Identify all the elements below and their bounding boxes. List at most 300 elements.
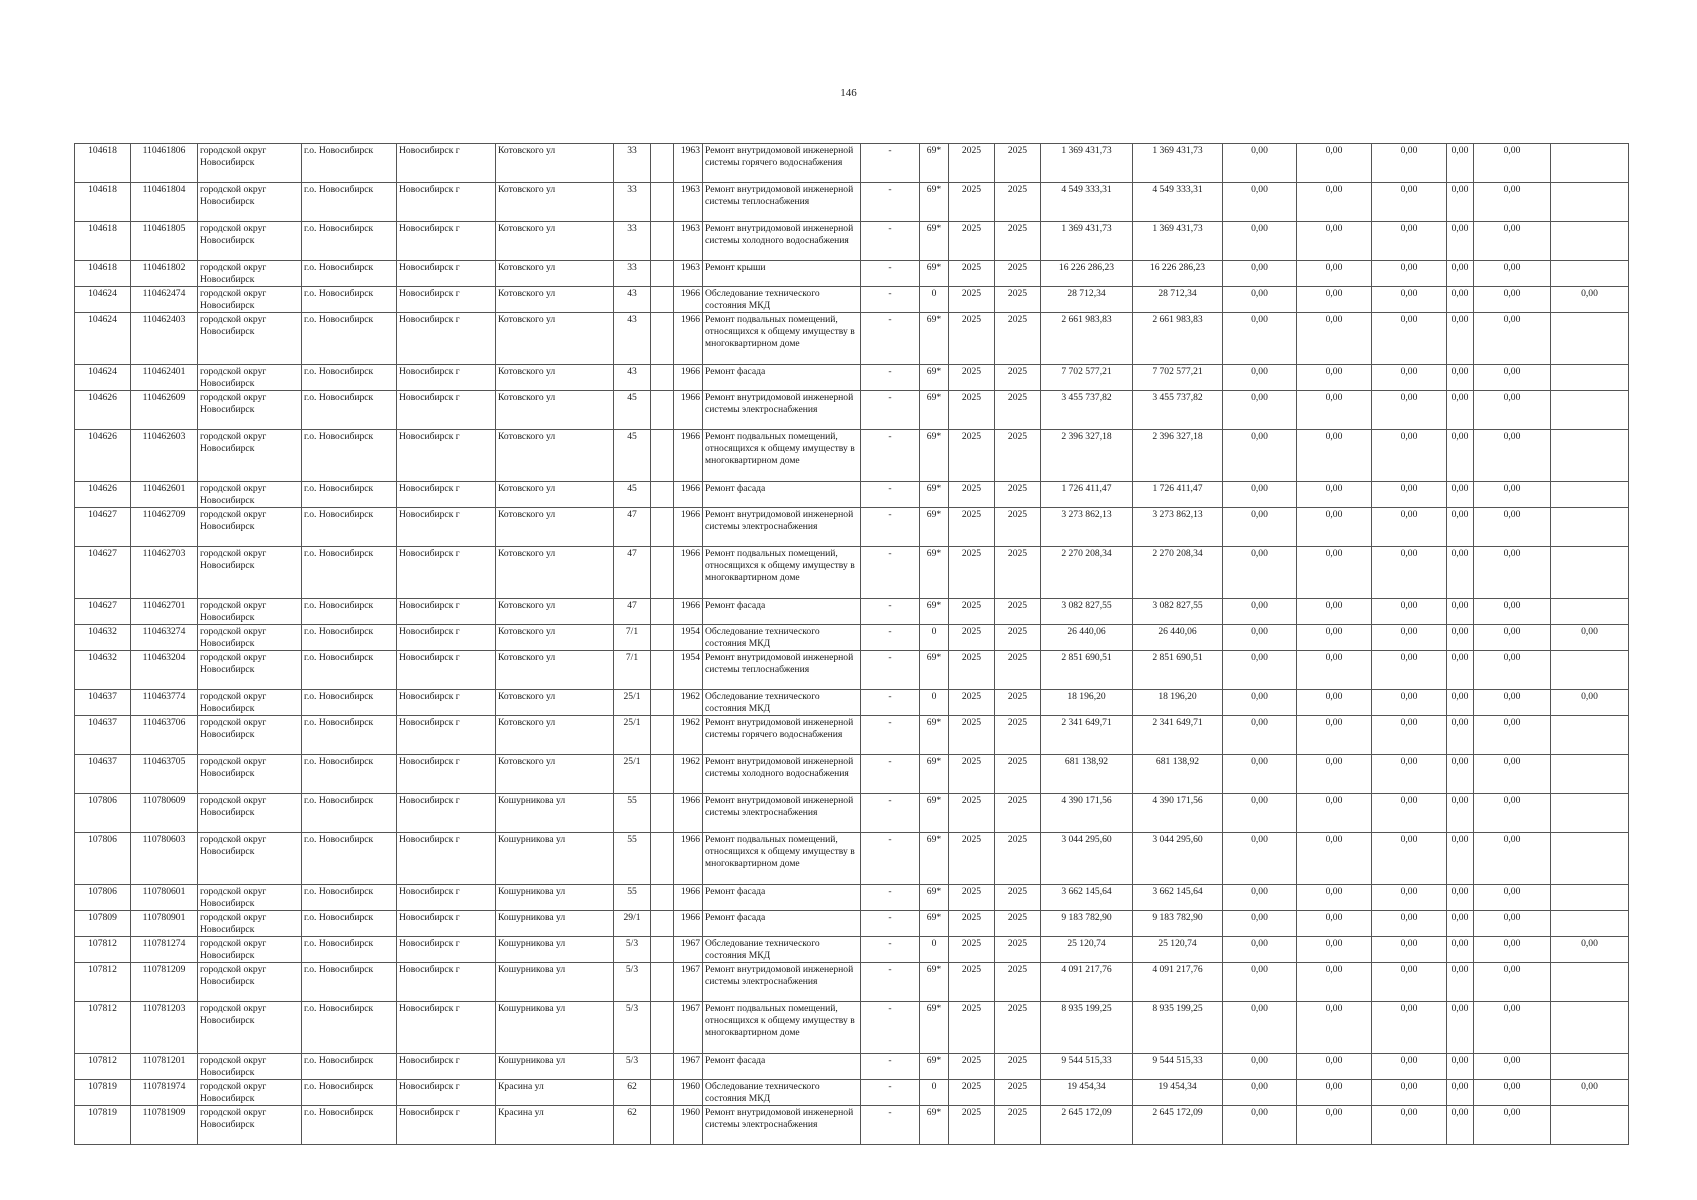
year-built-cell: 1966 <box>674 794 703 833</box>
cost-total-cell: 1 369 431,73 <box>1041 222 1133 261</box>
street-cell: Котовского ул <box>496 625 614 651</box>
cost-col-20-cell: 0,00 <box>1447 833 1474 885</box>
cost-total-cell: 1 726 411,47 <box>1041 482 1133 508</box>
cost-col-22-cell <box>1551 222 1629 261</box>
municipal-district-cell: городской округ Новосибирск <box>198 625 302 651</box>
table-row <box>75 1002 1629 1054</box>
municipality-cell: г.о. Новосибирск <box>302 287 397 313</box>
street-cell: Котовского ул <box>496 365 614 391</box>
note-dash-cell: - <box>861 885 920 911</box>
year-start-cell: 2025 <box>949 599 995 625</box>
note-dash-cell: - <box>861 937 920 963</box>
table-row <box>75 755 1629 794</box>
object-id-cell: 104624 <box>75 365 131 391</box>
year-end-cell: 2025 <box>995 261 1041 287</box>
cost-col-19-cell: 0,00 <box>1372 755 1447 794</box>
cost-col-21-cell: 0,00 <box>1474 911 1551 937</box>
year-built-cell: 1966 <box>674 482 703 508</box>
cost-fund-cell: 2 341 649,71 <box>1133 716 1223 755</box>
cost-col-22-cell <box>1551 963 1629 1002</box>
municipality-cell: г.о. Новосибирск <box>302 482 397 508</box>
cost-col-17-cell: 0,00 <box>1223 1080 1297 1106</box>
building-cell <box>651 391 674 430</box>
cost-col-19-cell: 0,00 <box>1372 911 1447 937</box>
cost-total-cell: 19 454,34 <box>1041 1080 1133 1106</box>
work-id-cell: 110463204 <box>131 651 198 690</box>
house-number-cell: 45 <box>614 430 651 482</box>
year-start-cell: 2025 <box>949 963 995 1002</box>
works-table <box>74 143 1629 1145</box>
year-end-cell: 2025 <box>995 885 1041 911</box>
year-built-cell: 1966 <box>674 391 703 430</box>
note-dash-cell: - <box>861 963 920 1002</box>
object-id-cell: 104632 <box>75 625 131 651</box>
cost-col-18-cell: 0,00 <box>1297 885 1372 911</box>
cost-col-22-cell <box>1551 430 1629 482</box>
house-number-cell: 33 <box>614 183 651 222</box>
year-built-cell: 1966 <box>674 833 703 885</box>
cost-fund-cell: 3 082 827,55 <box>1133 599 1223 625</box>
building-cell <box>651 651 674 690</box>
cost-col-21-cell: 0,00 <box>1474 1002 1551 1054</box>
cost-col-19-cell: 0,00 <box>1372 833 1447 885</box>
cost-col-18-cell: 0,00 <box>1297 508 1372 547</box>
municipal-district-cell: городской округ Новосибирск <box>198 482 302 508</box>
year-built-cell: 1963 <box>674 183 703 222</box>
table-row <box>75 222 1629 261</box>
work-id-cell: 110462609 <box>131 391 198 430</box>
cost-col-20-cell: 0,00 <box>1447 716 1474 755</box>
street-cell: Кошурникова ул <box>496 833 614 885</box>
year-built-cell: 1966 <box>674 365 703 391</box>
year-built-cell: 1966 <box>674 911 703 937</box>
object-id-cell: 104624 <box>75 313 131 365</box>
cost-fund-cell: 2 851 690,51 <box>1133 651 1223 690</box>
house-number-cell: 55 <box>614 833 651 885</box>
house-number-cell: 43 <box>614 287 651 313</box>
work-type-cell: Ремонт крыши <box>703 261 861 287</box>
cost-col-21-cell: 0,00 <box>1474 508 1551 547</box>
note-dash-cell: - <box>861 1054 920 1080</box>
object-id-cell: 104618 <box>75 222 131 261</box>
municipality-cell: г.о. Новосибирск <box>302 794 397 833</box>
house-number-cell: 55 <box>614 794 651 833</box>
cost-total-cell: 2 341 649,71 <box>1041 716 1133 755</box>
work-type-cell: Ремонт внутридомовой инженерной системы электроснабжения <box>703 508 861 547</box>
table-row <box>75 313 1629 365</box>
cost-col-20-cell: 0,00 <box>1447 1002 1474 1054</box>
cost-col-17-cell: 0,00 <box>1223 430 1297 482</box>
cost-total-cell: 16 226 286,23 <box>1041 261 1133 287</box>
cost-total-cell: 2 645 172,09 <box>1041 1106 1133 1145</box>
street-cell: Котовского ул <box>496 755 614 794</box>
house-number-cell: 5/3 <box>614 1054 651 1080</box>
municipal-district-cell: городской округ Новосибирск <box>198 287 302 313</box>
work-id-cell: 110462603 <box>131 430 198 482</box>
cost-col-19-cell: 0,00 <box>1372 794 1447 833</box>
cost-col-20-cell: 0,00 <box>1447 755 1474 794</box>
house-number-cell: 25/1 <box>614 690 651 716</box>
work-type-cell: Ремонт подвальных помещений, относящихся к общему имуществу в многоквартирном доме <box>703 430 861 482</box>
street-cell: Котовского ул <box>496 599 614 625</box>
note-dash-cell: - <box>861 313 920 365</box>
cost-col-19-cell: 0,00 <box>1372 599 1447 625</box>
cost-col-18-cell: 0,00 <box>1297 963 1372 1002</box>
rate-cell: 0 <box>920 937 949 963</box>
municipality-cell: г.о. Новосибирск <box>302 911 397 937</box>
year-start-cell: 2025 <box>949 222 995 261</box>
building-cell <box>651 911 674 937</box>
cost-col-22-cell <box>1551 651 1629 690</box>
settlement-cell: Новосибирск г <box>397 937 496 963</box>
building-cell <box>651 755 674 794</box>
year-end-cell: 2025 <box>995 625 1041 651</box>
municipal-district-cell: городской округ Новосибирск <box>198 547 302 599</box>
house-number-cell: 29/1 <box>614 911 651 937</box>
municipality-cell: г.о. Новосибирск <box>302 599 397 625</box>
cost-col-21-cell: 0,00 <box>1474 430 1551 482</box>
building-cell <box>651 547 674 599</box>
note-dash-cell: - <box>861 365 920 391</box>
settlement-cell: Новосибирск г <box>397 1002 496 1054</box>
cost-col-21-cell: 0,00 <box>1474 287 1551 313</box>
building-cell <box>651 1054 674 1080</box>
municipality-cell: г.о. Новосибирск <box>302 833 397 885</box>
year-built-cell: 1966 <box>674 547 703 599</box>
object-id-cell: 104637 <box>75 690 131 716</box>
note-dash-cell: - <box>861 794 920 833</box>
year-end-cell: 2025 <box>995 833 1041 885</box>
year-end-cell: 2025 <box>995 508 1041 547</box>
cost-total-cell: 26 440,06 <box>1041 625 1133 651</box>
cost-col-18-cell: 0,00 <box>1297 911 1372 937</box>
cost-col-17-cell: 0,00 <box>1223 625 1297 651</box>
cost-fund-cell: 4 091 217,76 <box>1133 963 1223 1002</box>
rate-cell: 0 <box>920 625 949 651</box>
table-row <box>75 365 1629 391</box>
cost-col-21-cell: 0,00 <box>1474 937 1551 963</box>
year-start-cell: 2025 <box>949 482 995 508</box>
municipal-district-cell: городской округ Новосибирск <box>198 1002 302 1054</box>
settlement-cell: Новосибирск г <box>397 911 496 937</box>
settlement-cell: Новосибирск г <box>397 183 496 222</box>
municipal-district-cell: городской округ Новосибирск <box>198 430 302 482</box>
cost-fund-cell: 1 369 431,73 <box>1133 222 1223 261</box>
table-row <box>75 1054 1629 1080</box>
cost-col-20-cell: 0,00 <box>1447 183 1474 222</box>
cost-total-cell: 28 712,34 <box>1041 287 1133 313</box>
municipal-district-cell: городской округ Новосибирск <box>198 794 302 833</box>
cost-total-cell: 7 702 577,21 <box>1041 365 1133 391</box>
work-type-cell: Ремонт фасада <box>703 1054 861 1080</box>
work-type-cell: Ремонт фасада <box>703 365 861 391</box>
municipal-district-cell: городской округ Новосибирск <box>198 365 302 391</box>
cost-col-17-cell: 0,00 <box>1223 222 1297 261</box>
work-type-cell: Ремонт подвальных помещений, относящихся к общему имуществу в многоквартирном доме <box>703 547 861 599</box>
cost-col-19-cell: 0,00 <box>1372 183 1447 222</box>
table-row <box>75 391 1629 430</box>
municipality-cell: г.о. Новосибирск <box>302 144 397 183</box>
year-built-cell: 1963 <box>674 261 703 287</box>
cost-col-22-cell <box>1551 716 1629 755</box>
rate-cell: 69* <box>920 833 949 885</box>
cost-col-21-cell: 0,00 <box>1474 690 1551 716</box>
cost-col-18-cell: 0,00 <box>1297 482 1372 508</box>
rate-cell: 69* <box>920 547 949 599</box>
object-id-cell: 107812 <box>75 1002 131 1054</box>
note-dash-cell: - <box>861 1080 920 1106</box>
cost-col-17-cell: 0,00 <box>1223 365 1297 391</box>
cost-col-17-cell: 0,00 <box>1223 482 1297 508</box>
table-row <box>75 1106 1629 1145</box>
municipality-cell: г.о. Новосибирск <box>302 1106 397 1145</box>
object-id-cell: 107812 <box>75 963 131 1002</box>
cost-col-20-cell: 0,00 <box>1447 1080 1474 1106</box>
cost-col-19-cell: 0,00 <box>1372 1080 1447 1106</box>
settlement-cell: Новосибирск г <box>397 391 496 430</box>
year-end-cell: 2025 <box>995 1080 1041 1106</box>
year-start-cell: 2025 <box>949 794 995 833</box>
cost-col-18-cell: 0,00 <box>1297 183 1372 222</box>
year-start-cell: 2025 <box>949 690 995 716</box>
year-start-cell: 2025 <box>949 430 995 482</box>
rate-cell: 0 <box>920 690 949 716</box>
cost-total-cell: 9 544 515,33 <box>1041 1054 1133 1080</box>
cost-fund-cell: 3 662 145,64 <box>1133 885 1223 911</box>
house-number-cell: 47 <box>614 599 651 625</box>
municipal-district-cell: городской округ Новосибирск <box>198 937 302 963</box>
year-built-cell: 1967 <box>674 963 703 1002</box>
note-dash-cell: - <box>861 716 920 755</box>
municipality-cell: г.о. Новосибирск <box>302 651 397 690</box>
cost-col-19-cell: 0,00 <box>1372 937 1447 963</box>
settlement-cell: Новосибирск г <box>397 482 496 508</box>
cost-col-19-cell: 0,00 <box>1372 1002 1447 1054</box>
page-number: 146 <box>840 87 857 99</box>
cost-col-18-cell: 0,00 <box>1297 1106 1372 1145</box>
object-id-cell: 104627 <box>75 547 131 599</box>
rate-cell: 69* <box>920 1054 949 1080</box>
note-dash-cell: - <box>861 430 920 482</box>
cost-col-18-cell: 0,00 <box>1297 755 1372 794</box>
cost-col-17-cell: 0,00 <box>1223 391 1297 430</box>
rate-cell: 69* <box>920 755 949 794</box>
street-cell: Кошурникова ул <box>496 794 614 833</box>
cost-total-cell: 3 044 295,60 <box>1041 833 1133 885</box>
building-cell <box>651 313 674 365</box>
year-start-cell: 2025 <box>949 365 995 391</box>
cost-col-17-cell: 0,00 <box>1223 599 1297 625</box>
work-id-cell: 110461802 <box>131 261 198 287</box>
settlement-cell: Новосибирск г <box>397 885 496 911</box>
cost-col-19-cell: 0,00 <box>1372 885 1447 911</box>
year-end-cell: 2025 <box>995 1002 1041 1054</box>
rate-cell: 69* <box>920 794 949 833</box>
cost-col-20-cell: 0,00 <box>1447 365 1474 391</box>
cost-fund-cell: 26 440,06 <box>1133 625 1223 651</box>
cost-fund-cell: 28 712,34 <box>1133 287 1223 313</box>
cost-col-19-cell: 0,00 <box>1372 482 1447 508</box>
house-number-cell: 33 <box>614 144 651 183</box>
cost-col-20-cell: 0,00 <box>1447 1106 1474 1145</box>
work-type-cell: Ремонт внутридомовой инженерной системы горячего водоснабжения <box>703 144 861 183</box>
municipal-district-cell: городской округ Новосибирск <box>198 833 302 885</box>
year-start-cell: 2025 <box>949 261 995 287</box>
note-dash-cell: - <box>861 911 920 937</box>
table-row <box>75 794 1629 833</box>
work-type-cell: Обследование технического состояния МКД <box>703 690 861 716</box>
street-cell: Котовского ул <box>496 391 614 430</box>
year-built-cell: 1960 <box>674 1080 703 1106</box>
cost-col-22-cell <box>1551 261 1629 287</box>
cost-col-21-cell: 0,00 <box>1474 183 1551 222</box>
year-start-cell: 2025 <box>949 391 995 430</box>
cost-col-19-cell: 0,00 <box>1372 690 1447 716</box>
cost-col-22-cell: 0,00 <box>1551 1080 1629 1106</box>
cost-fund-cell: 4 390 171,56 <box>1133 794 1223 833</box>
work-id-cell: 110462701 <box>131 599 198 625</box>
municipal-district-cell: городской округ Новосибирск <box>198 391 302 430</box>
object-id-cell: 104626 <box>75 391 131 430</box>
work-id-cell: 110781274 <box>131 937 198 963</box>
work-type-cell: Ремонт фасада <box>703 885 861 911</box>
year-start-cell: 2025 <box>949 1106 995 1145</box>
settlement-cell: Новосибирск г <box>397 508 496 547</box>
table-row <box>75 625 1629 651</box>
municipality-cell: г.о. Новосибирск <box>302 937 397 963</box>
cost-col-19-cell: 0,00 <box>1372 625 1447 651</box>
street-cell: Красина ул <box>496 1080 614 1106</box>
street-cell: Котовского ул <box>496 716 614 755</box>
object-id-cell: 104627 <box>75 508 131 547</box>
year-built-cell: 1962 <box>674 755 703 794</box>
municipal-district-cell: городской округ Новосибирск <box>198 690 302 716</box>
cost-total-cell: 2 661 983,83 <box>1041 313 1133 365</box>
work-type-cell: Ремонт внутридомовой инженерной системы холодного водоснабжения <box>703 222 861 261</box>
cost-col-19-cell: 0,00 <box>1372 365 1447 391</box>
building-cell <box>651 144 674 183</box>
cost-col-18-cell: 0,00 <box>1297 690 1372 716</box>
cost-col-19-cell: 0,00 <box>1372 222 1447 261</box>
year-end-cell: 2025 <box>995 430 1041 482</box>
street-cell: Котовского ул <box>496 508 614 547</box>
street-cell: Котовского ул <box>496 183 614 222</box>
settlement-cell: Новосибирск г <box>397 287 496 313</box>
cost-col-20-cell: 0,00 <box>1447 261 1474 287</box>
cost-col-19-cell: 0,00 <box>1372 1106 1447 1145</box>
cost-fund-cell: 681 138,92 <box>1133 755 1223 794</box>
street-cell: Котовского ул <box>496 313 614 365</box>
cost-total-cell: 8 935 199,25 <box>1041 1002 1133 1054</box>
cost-col-22-cell <box>1551 508 1629 547</box>
cost-col-17-cell: 0,00 <box>1223 1002 1297 1054</box>
cost-col-17-cell: 0,00 <box>1223 1106 1297 1145</box>
object-id-cell: 107819 <box>75 1106 131 1145</box>
object-id-cell: 107812 <box>75 1054 131 1080</box>
work-id-cell: 110462401 <box>131 365 198 391</box>
cost-col-22-cell <box>1551 833 1629 885</box>
municipal-district-cell: городской округ Новосибирск <box>198 911 302 937</box>
note-dash-cell: - <box>861 144 920 183</box>
cost-col-17-cell: 0,00 <box>1223 313 1297 365</box>
object-id-cell: 107809 <box>75 911 131 937</box>
cost-col-22-cell <box>1551 144 1629 183</box>
cost-col-17-cell: 0,00 <box>1223 716 1297 755</box>
cost-col-18-cell: 0,00 <box>1297 261 1372 287</box>
object-id-cell: 104632 <box>75 651 131 690</box>
rate-cell: 69* <box>920 1002 949 1054</box>
year-built-cell: 1967 <box>674 1054 703 1080</box>
street-cell: Котовского ул <box>496 547 614 599</box>
year-start-cell: 2025 <box>949 937 995 963</box>
work-type-cell: Ремонт фасада <box>703 599 861 625</box>
house-number-cell: 5/3 <box>614 963 651 1002</box>
cost-fund-cell: 3 044 295,60 <box>1133 833 1223 885</box>
street-cell: Котовского ул <box>496 144 614 183</box>
year-built-cell: 1960 <box>674 1106 703 1145</box>
rate-cell: 0 <box>920 1080 949 1106</box>
work-type-cell: Ремонт внутридомовой инженерной системы холодного водоснабжения <box>703 755 861 794</box>
cost-col-21-cell: 0,00 <box>1474 755 1551 794</box>
rate-cell: 69* <box>920 1106 949 1145</box>
building-cell <box>651 937 674 963</box>
rate-cell: 69* <box>920 508 949 547</box>
house-number-cell: 25/1 <box>614 716 651 755</box>
year-end-cell: 2025 <box>995 547 1041 599</box>
cost-col-21-cell: 0,00 <box>1474 391 1551 430</box>
house-number-cell: 5/3 <box>614 937 651 963</box>
table-row <box>75 430 1629 482</box>
year-end-cell: 2025 <box>995 222 1041 261</box>
cost-col-20-cell: 0,00 <box>1447 937 1474 963</box>
year-built-cell: 1963 <box>674 222 703 261</box>
cost-col-17-cell: 0,00 <box>1223 183 1297 222</box>
settlement-cell: Новосибирск г <box>397 716 496 755</box>
cost-total-cell: 4 390 171,56 <box>1041 794 1133 833</box>
table-row <box>75 547 1629 599</box>
municipal-district-cell: городской округ Новосибирск <box>198 599 302 625</box>
year-start-cell: 2025 <box>949 1054 995 1080</box>
year-end-cell: 2025 <box>995 690 1041 716</box>
work-id-cell: 110463705 <box>131 755 198 794</box>
cost-col-22-cell <box>1551 911 1629 937</box>
year-end-cell: 2025 <box>995 287 1041 313</box>
cost-col-17-cell: 0,00 <box>1223 690 1297 716</box>
cost-col-17-cell: 0,00 <box>1223 508 1297 547</box>
cost-fund-cell: 2 661 983,83 <box>1133 313 1223 365</box>
cost-col-20-cell: 0,00 <box>1447 222 1474 261</box>
cost-col-21-cell: 0,00 <box>1474 716 1551 755</box>
house-number-cell: 62 <box>614 1106 651 1145</box>
building-cell <box>651 508 674 547</box>
cost-total-cell: 2 851 690,51 <box>1041 651 1133 690</box>
house-number-cell: 7/1 <box>614 625 651 651</box>
cost-col-18-cell: 0,00 <box>1297 1002 1372 1054</box>
rate-cell: 69* <box>920 963 949 1002</box>
house-number-cell: 5/3 <box>614 1002 651 1054</box>
table-row <box>75 716 1629 755</box>
cost-col-18-cell: 0,00 <box>1297 599 1372 625</box>
settlement-cell: Новосибирск г <box>397 794 496 833</box>
municipality-cell: г.о. Новосибирск <box>302 222 397 261</box>
building-cell <box>651 833 674 885</box>
cost-total-cell: 25 120,74 <box>1041 937 1133 963</box>
year-start-cell: 2025 <box>949 755 995 794</box>
cost-col-17-cell: 0,00 <box>1223 885 1297 911</box>
year-end-cell: 2025 <box>995 313 1041 365</box>
rate-cell: 69* <box>920 911 949 937</box>
year-built-cell: 1966 <box>674 287 703 313</box>
